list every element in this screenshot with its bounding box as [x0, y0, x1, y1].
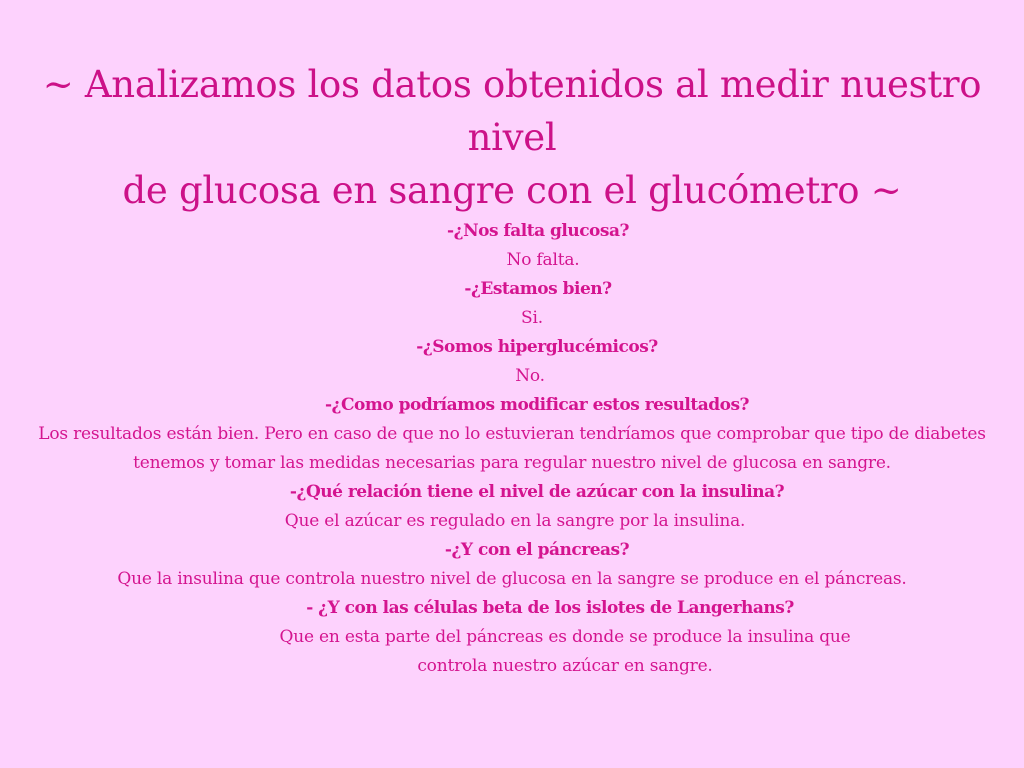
question-3: -¿Somos hiperglucémicos? — [416, 337, 658, 357]
question-2: -¿Estamos bien? — [464, 279, 612, 299]
question-7: - ¿Y con las células beta de los islotes de Langerhans? — [306, 598, 794, 618]
answer-4-line-2: tenemos y tomar las medidas necesarias para regular nuestro nivel de glucosa en sangre. — [133, 453, 891, 473]
question-4: -¿Como podríamos modificar estos resultados? — [324, 395, 750, 415]
answer-5: Que el azúcar es regulado en la sangre por la insulina. — [284, 511, 746, 531]
answer-7-line-1: Que en esta parte del páncreas es donde se produce la insulina que — [279, 627, 851, 647]
answer-1: No falta. — [506, 250, 580, 270]
question-5: -¿Qué relación tiene el nivel de azúcar con la insulina? — [289, 482, 785, 502]
answer-7-line-2: controla nuestro azúcar en sangre. — [417, 656, 713, 676]
answer-3: No. — [515, 366, 545, 386]
question-6: -¿Y con el páncreas? — [444, 540, 630, 560]
answer-6: Que la insulina que controla nuestro nivel de glucosa en la sangre se produce en el páncreas. — [117, 569, 907, 589]
answer-2: Si. — [521, 308, 543, 328]
slide-title-line-1: ~ Analizamos los datos obtenidos al medir nuestro nivel — [42, 63, 982, 159]
question-1: -¿Nos falta glucosa? — [447, 221, 629, 241]
slide-title-line-2: de glucosa en sangre con el glucómetro ~ — [122, 169, 902, 212]
answer-4-line-1: Los resultados están bien. Pero en caso de que no lo estuvieran tendríamos que comprobar que tipo de diabetes — [38, 424, 986, 444]
